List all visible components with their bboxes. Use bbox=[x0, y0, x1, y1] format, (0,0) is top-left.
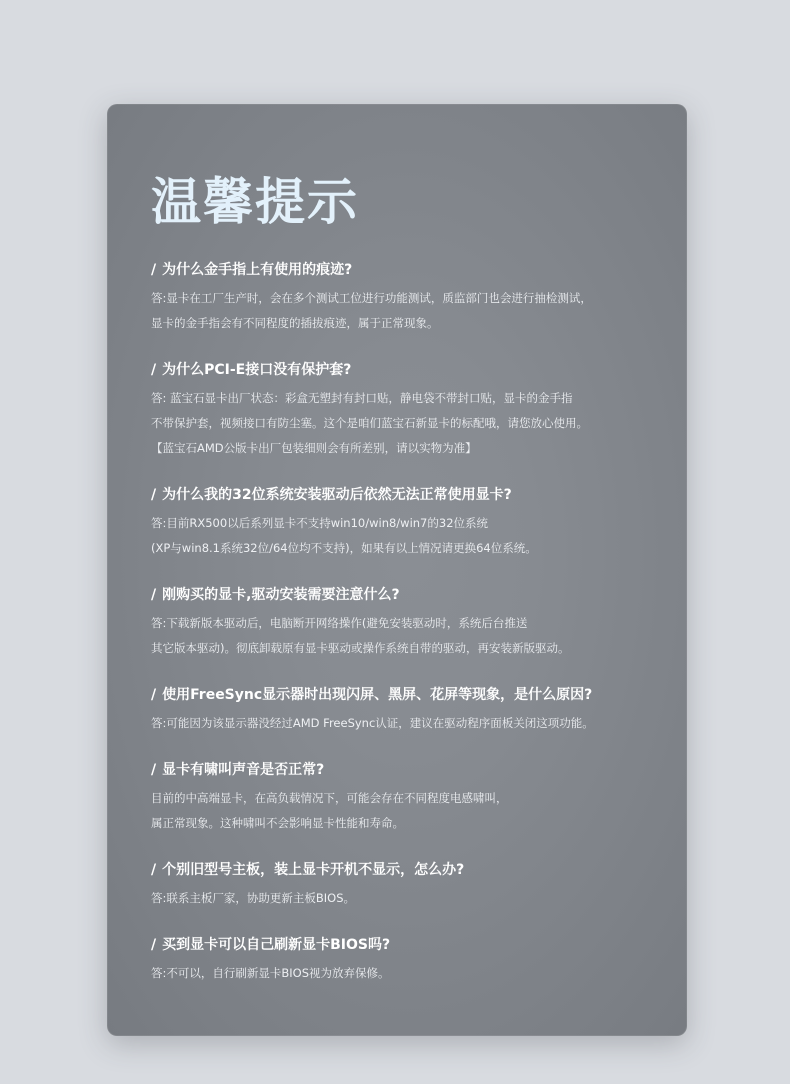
answer-line: 答:显卡在工厂生产时，会在多个测试工位进行功能测试，质监部门也会进行抽检测试， bbox=[151, 291, 592, 305]
faq-item bbox=[151, 760, 666, 836]
faq-question: / 为什么金手指上有使用的痕迹? bbox=[151, 262, 353, 278]
answer-line: 不带保护套，视频接口有防尘塞。这个是咱们蓝宝石新显卡的标配哦，请您放心使用。 bbox=[151, 416, 588, 430]
faq-answer bbox=[151, 961, 666, 986]
answer-line: (XP与win8.1系统32位/64位均不支持)，如果有以上情况请更换64位系统。 bbox=[151, 541, 537, 555]
answer-line: 目前的中高端显卡，在高负载情况下，可能会存在不同程度电感啸叫， bbox=[151, 791, 508, 805]
faq-question: / 为什么PCI-E接口没有保护套? bbox=[151, 362, 352, 378]
answer-line: 答:不可以，自行刷新显卡BIOS视为放弃保修。 bbox=[151, 966, 390, 980]
answer-line: 答:可能因为该显示器没经过AMD FreeSync认证，建议在驱动程序面板关闭这项功能。 bbox=[151, 716, 594, 730]
faq-question: / 使用FreeSync显示器时出现闪屏、黑屏、花屏等现象，是什么原因? bbox=[151, 687, 593, 703]
faq-question: / 显卡有啸叫声音是否正常? bbox=[151, 762, 325, 778]
answer-line: 答: 蓝宝石显卡出厂状态：彩盒无塑封有封口贴，静电袋不带封口贴，显卡的金手指 bbox=[151, 391, 573, 405]
faq-item bbox=[151, 260, 666, 336]
answer-line: 答:联系主板厂家，协助更新主板BIOS。 bbox=[151, 891, 356, 905]
faq-item bbox=[151, 585, 666, 661]
tips-card bbox=[107, 104, 687, 1036]
faq-item bbox=[151, 685, 666, 736]
answer-line: 答:下载新版本驱动后，电脑断开网络操作(避免安装驱动时，系统后台推送 bbox=[151, 616, 528, 630]
answer-line: 答:目前RX500以后系列显卡不支持win10/win8/win7的32位系统 bbox=[151, 516, 489, 530]
faq-answer bbox=[151, 611, 666, 661]
faq-item bbox=[151, 860, 666, 911]
faq-answer bbox=[151, 511, 666, 561]
faq-question: / 买到显卡可以自己刷新显卡BIOS吗? bbox=[151, 937, 391, 953]
faq-answer bbox=[151, 711, 666, 736]
faq-answer bbox=[151, 286, 666, 336]
answer-line: 属正常现象。这种啸叫不会影响显卡性能和寿命。 bbox=[151, 816, 404, 830]
faq-question: / 个别旧型号主板，装上显卡开机不显示，怎么办? bbox=[151, 862, 465, 878]
answer-line: 显卡的金手指会有不同程度的插拔痕迹，属于正常现象。 bbox=[151, 316, 439, 330]
faq-question: / 为什么我的32位系统安装驱动后依然无法正常使用显卡? bbox=[151, 487, 512, 503]
answer-line: 其它版本驱动)。彻底卸载原有显卡驱动或操作系统自带的驱动，再安装新版驱动。 bbox=[151, 641, 570, 655]
faq-item bbox=[151, 485, 666, 561]
faq-item bbox=[151, 360, 666, 461]
faq-item bbox=[151, 935, 666, 986]
faq-answer bbox=[151, 786, 666, 836]
faq-answer bbox=[151, 886, 666, 911]
page-title: 温馨提示 bbox=[151, 173, 359, 231]
faq-answer bbox=[151, 386, 666, 461]
answer-line: 【蓝宝石AMD公版卡出厂包装细则会有所差别，请以实物为准】 bbox=[151, 441, 477, 455]
faq-question: / 刚购买的显卡,驱动安装需要注意什么? bbox=[151, 587, 400, 603]
